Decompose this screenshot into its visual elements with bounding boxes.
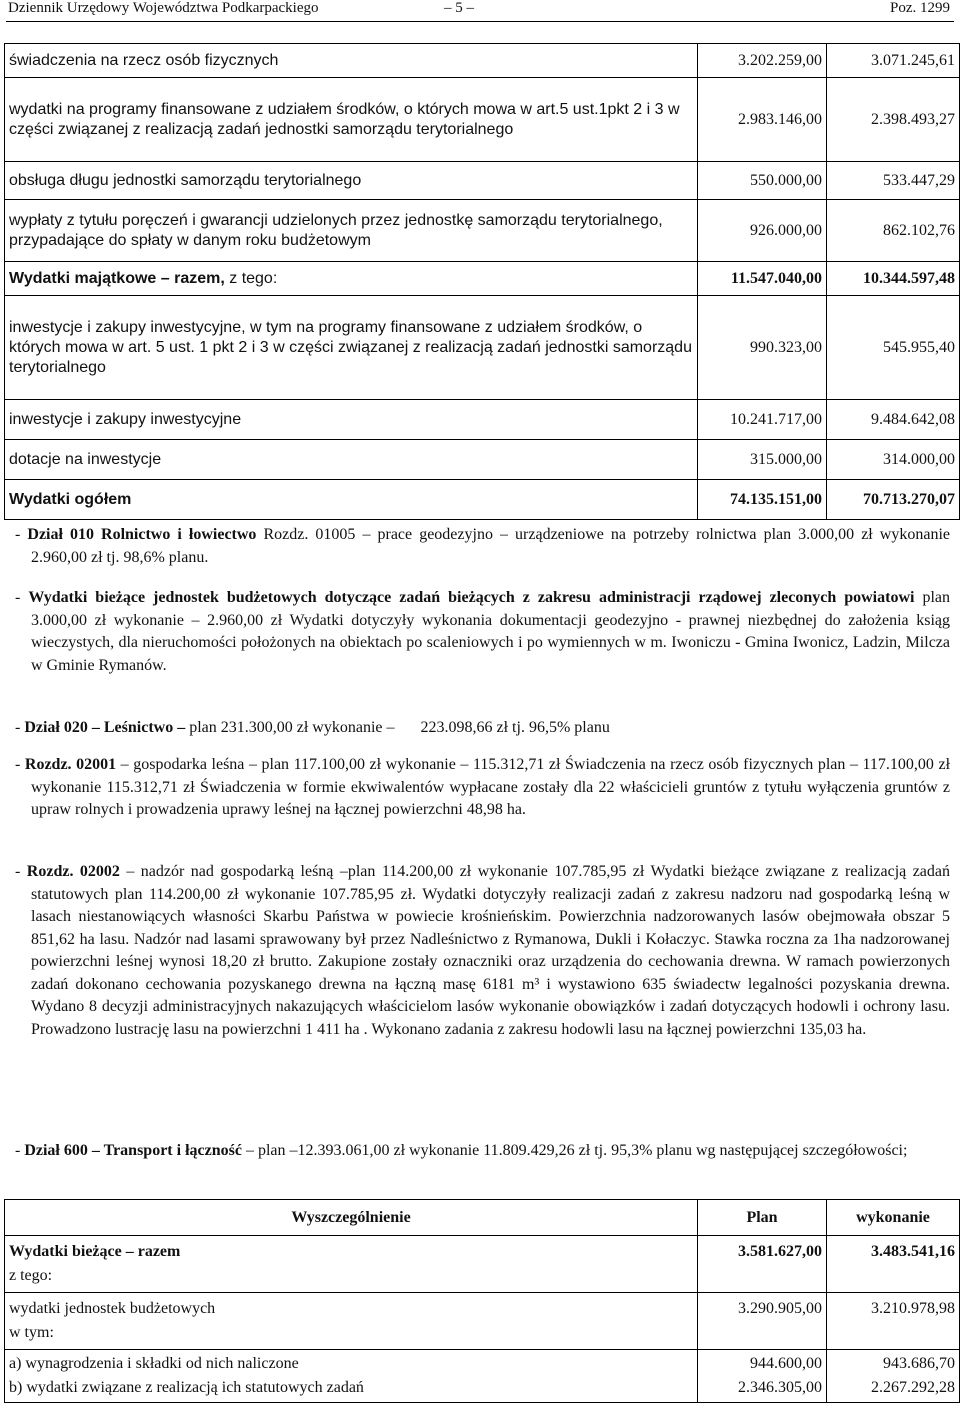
row-label: wydatki na programy finansowane z udziałem środków, o których mowa w art.5 ust.1pkt 2 i 3 w części związanej z realizacją zadań jednostki samorządu terytorialnego bbox=[5, 78, 698, 162]
row-plan: 3.202.259,00 bbox=[698, 44, 827, 78]
row-exec: 10.344.597,48 bbox=[827, 262, 960, 296]
row-label bbox=[5, 1236, 698, 1293]
position-number: Poz. 1299 bbox=[890, 0, 950, 16]
paragraph-dzial-010 bbox=[15, 524, 950, 569]
row-plan: 990.323,00 bbox=[698, 296, 827, 400]
row-exec: 862.102,76 bbox=[827, 200, 960, 262]
paragraph-heading: Dział 600 – Transport i łączność bbox=[24, 1142, 242, 1159]
header-desc: Wyszczególnienie bbox=[5, 1200, 698, 1236]
row-exec: 2.398.493,27 bbox=[827, 78, 960, 162]
table-row bbox=[5, 262, 960, 296]
row-label: obsługa długu jednostki samorządu terytorialnego bbox=[5, 162, 698, 200]
table-row bbox=[5, 78, 960, 162]
row-plan: 2.983.146,00 bbox=[698, 78, 827, 162]
row-exec: 545.955,40 bbox=[827, 296, 960, 400]
paragraph-heading: Wydatki bieżące jednostek budżetowych dotyczące zadań bieżących z zakresu administracji rządowej zleconych powiatowi bbox=[28, 589, 915, 606]
paragraph-rozdz-02002 bbox=[15, 861, 950, 1041]
table-row bbox=[5, 1236, 960, 1293]
row-label: inwestycje i zakupy inwestycyjne, w tym na programy finansowane z udziałem środków, o których mowa w art. 5 ust. 1 pkt 2 i 3 w części związanej z realizacją zadań jednostki samorządu terytorialnego bbox=[5, 296, 698, 400]
table-row bbox=[5, 1350, 960, 1403]
row-plan: 11.547.040,00 bbox=[698, 262, 827, 296]
paragraph-tail: 223.098,66 zł tj. 96,5% planu bbox=[420, 719, 610, 736]
table-row bbox=[5, 44, 960, 78]
table-row bbox=[5, 296, 960, 400]
row-plan: 74.135.151,00 bbox=[698, 480, 827, 520]
dash: - bbox=[15, 589, 29, 606]
paragraph-heading: Rozdz. 02002 bbox=[26, 863, 120, 880]
table-row bbox=[5, 440, 960, 480]
row-label: wypłaty z tytułu poręczeń i gwarancji udzielonych przez jednostkę samorządu terytorialnego, przypadające do spłaty w danym roku budżetowym bbox=[5, 200, 698, 262]
row-label-main: wydatki jednostek budżetowych bbox=[9, 1300, 216, 1317]
row-exec: 533.447,29 bbox=[827, 162, 960, 200]
dash: - bbox=[15, 863, 27, 880]
row-plan bbox=[698, 1350, 827, 1403]
table-row bbox=[5, 400, 960, 440]
row-label: inwestycje i zakupy inwestycyjne bbox=[5, 400, 698, 440]
row-plan: 3.290.905,00 bbox=[698, 1293, 827, 1350]
header-row bbox=[5, 1200, 960, 1236]
paragraph-heading: Dział 020 – Leśnictwo – bbox=[24, 719, 186, 736]
row-label bbox=[5, 1293, 698, 1350]
exec-b: 2.267.292,28 bbox=[871, 1379, 955, 1396]
table-row bbox=[5, 1293, 960, 1350]
plan-b: 2.346.305,00 bbox=[738, 1379, 822, 1396]
paragraph-rozdz-02001 bbox=[15, 754, 950, 822]
row-plan: 550.000,00 bbox=[698, 162, 827, 200]
table-row bbox=[5, 162, 960, 200]
paragraph-text: – plan –12.393.061,00 zł wykonanie 11.809.429,26 zł tj. 95,3% planu wg następującej szczegółowości; bbox=[241, 1142, 908, 1159]
row-exec: 3.071.245,61 bbox=[827, 44, 960, 78]
paragraph-heading: Rozdz. 02001 bbox=[24, 756, 117, 773]
dash: - bbox=[15, 526, 28, 543]
row-label-sub: z tego: bbox=[9, 1267, 53, 1284]
dash: - bbox=[15, 1142, 25, 1159]
row-label: Wydatki ogółem bbox=[5, 480, 698, 520]
row-plan: 926.000,00 bbox=[698, 200, 827, 262]
page-header bbox=[8, 0, 952, 22]
paragraph-text: – gospodarka leśna – plan 117.100,00 zł wykonanie – 115.312,71 zł Świadczenia na rzecz osób fizycznych plan – 117.100,00 zł wykonanie 115.312,71 zł Świadczenia w formie ekwiwalentów wypłacane zostały dla 22 właścicieli gruntów z tytułu wyłączenia gruntów z upraw rolnych i prowadzenia uprawy leśnej na łącznej powierzchni 48,98 ha. bbox=[31, 756, 951, 818]
row-label-bold: Wydatki majątkowe – razem, bbox=[9, 269, 225, 287]
paragraph-heading: Dział 010 Rolnictwo i łowiectwo bbox=[27, 526, 257, 543]
row-exec: 9.484.642,08 bbox=[827, 400, 960, 440]
expenditure-table bbox=[4, 43, 960, 520]
paragraph-text: plan 3.000,00 zł wykonanie – 2.960,00 zł Wydatki dotyczyły wykonania dokumentacji geodezyjno - prawnej niezbędnej do założenia ksiąg wieczystych, dla nieruchomości położonych na obiektach po scaleniowych i po wymiennych w m. Iwoniczu - Gmina Iwonicz, Ladzin, Milcza w Gminie Rymanów. bbox=[31, 589, 950, 674]
header-exec: wykonanie bbox=[827, 1200, 960, 1236]
table-row bbox=[5, 480, 960, 520]
row-label-a: a) wynagrodzenia i składki od nich naliczone bbox=[9, 1355, 299, 1372]
page-number: – 5 – bbox=[444, 0, 474, 16]
paragraph-text: plan 231.300,00 zł wykonanie – bbox=[185, 719, 395, 736]
row-exec: 3.210.978,98 bbox=[827, 1293, 960, 1350]
paragraph-dzial-600 bbox=[15, 1140, 950, 1163]
paragraph-text: Rozdz. 01005 – prace geodezyjno – urządzeniowe na potrzeby rolnictwa plan 3.000,00 zł wykonanie 2.960,00 zł tj. 98,6% planu. bbox=[31, 526, 951, 566]
row-label-sub: w tym: bbox=[9, 1324, 54, 1341]
dash: - bbox=[15, 756, 25, 773]
row-label: świadczenia na rzecz osób fizycznych bbox=[5, 44, 698, 78]
row-label bbox=[5, 1350, 698, 1403]
paragraph-dzial-020 bbox=[15, 717, 950, 740]
header-plan: Plan bbox=[698, 1200, 827, 1236]
row-label: dotacje na inwestycje bbox=[5, 440, 698, 480]
row-exec: 314.000,00 bbox=[827, 440, 960, 480]
row-exec: 3.483.541,16 bbox=[827, 1236, 960, 1293]
row-label bbox=[5, 262, 698, 296]
row-plan: 3.581.627,00 bbox=[698, 1236, 827, 1293]
row-label-rest: z tego: bbox=[224, 269, 278, 287]
row-exec: 70.713.270,07 bbox=[827, 480, 960, 520]
row-plan: 315.000,00 bbox=[698, 440, 827, 480]
dash: - bbox=[15, 719, 25, 736]
row-label-bold: Wydatki bieżące – razem bbox=[9, 1243, 181, 1260]
paragraph-text: – nadzór nad gospodarką leśną –plan 114.200,00 zł wykonanie 107.785,95 zł Wydatki bieżące związane z realizacją zadań statutowych plan 114.200,00 zł wykonanie 107.785,95 zł. Wydatki dotyczyły realizacji zadań z zakresu nadzoru nad gospodarką leśną w lasach niestanowiących własności Skarbu Państwa w powiecie krośnieńskim. Powierzchnia nadzorowanych lasów obejmowała obszar 5 851,62 ha lasu. Nadzór nad lasami sprawowany był przez Nadleśnictwo z Rymanowa, Dukli i Kołaczyc. Stawka roczna za 1ha nadzorowanej powierzchni leśnej wynosi 18,20 zł brutto. Zakupione zostały oznaczniki oraz urządzenia do cechowania drewna. W ramach powierzonych zadań dokonano cechowania pozyskanego drewna na łączną masę 6181 m³ i wystawiono 635 świadectw legalności pozyskania drewna. Wydano 8 decyzji administracyjnych nakazujących właścicielom lasów wykonanie obowiązków i zadań dotyczących hodowli i ochrony lasu. Prowadzono lustrację lasu na powierzchni 1 411 ha . Wykonano zadania z zakresu hodowli lasu na łącznej powierzchni 135,03 ha. bbox=[31, 863, 951, 1038]
row-plan: 10.241.717,00 bbox=[698, 400, 827, 440]
exec-a: 943.686,70 bbox=[883, 1355, 955, 1372]
paragraph-wydatki-biezace bbox=[15, 587, 950, 677]
header-rule bbox=[6, 21, 954, 22]
journal-title: Dziennik Urzędowy Województwa Podkarpackiego bbox=[8, 0, 319, 16]
transport-table bbox=[4, 1199, 960, 1403]
table-row bbox=[5, 200, 960, 262]
plan-a: 944.600,00 bbox=[750, 1355, 822, 1372]
row-label-b: b) wydatki związane z realizacją ich statutowych zadań bbox=[9, 1379, 364, 1396]
row-exec bbox=[827, 1350, 960, 1403]
